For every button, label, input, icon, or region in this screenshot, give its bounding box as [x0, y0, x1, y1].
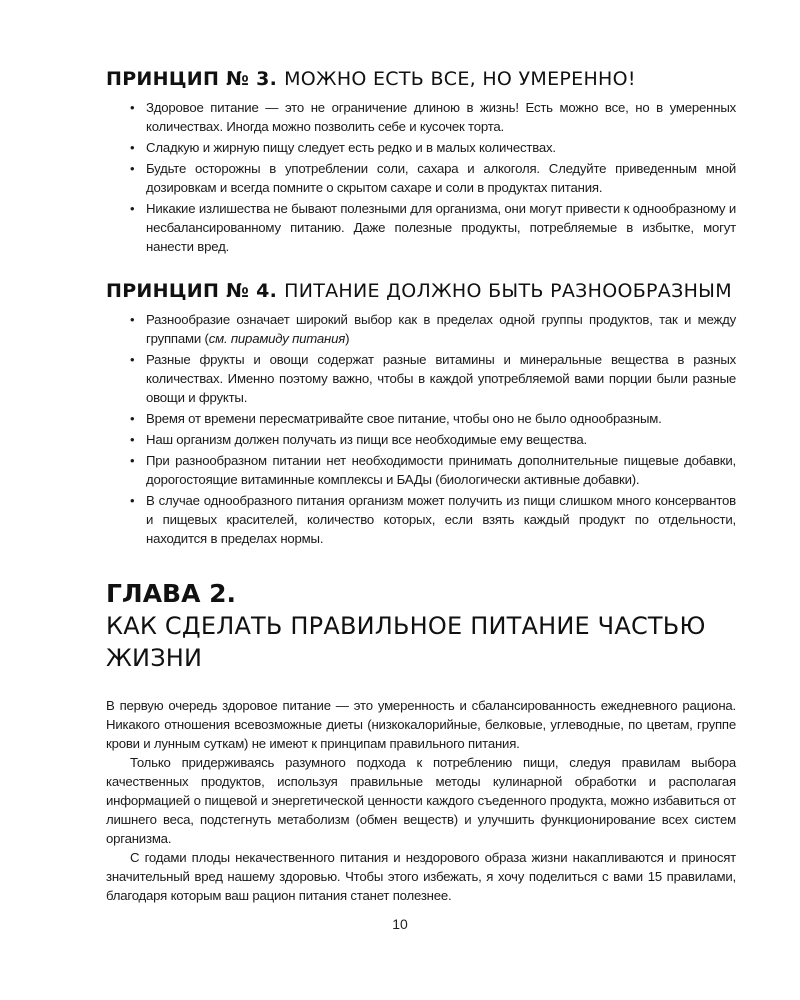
list-item	[106, 491, 736, 548]
chapter-paragraph: С годами плоды некачественного питания и нездорового образа жизни накапливаются и приносят значительный вред нашему здоровью. Чтобы этого избежать, я хочу поделиться с вами 15 правилами, благодаря которым ваш рацион питания станет полезнее.	[106, 850, 736, 903]
bullet-icon: •	[130, 161, 135, 176]
pyramid-reference: см. пирамиду питания	[208, 331, 346, 346]
chapter-paragraph: В первую очередь здоровое питание — это умеренность и сбалансированность ежедневного рациона. Никакого отношения всевозможные диеты (низкокалорийные, белковые, углеводные, по цветам, группе крови и лунным суткам) не имеют к принципам правильного питания.	[106, 698, 736, 751]
chapter-number: ГЛАВА 2.	[106, 579, 237, 608]
bullet-icon: •	[130, 352, 135, 367]
list-item	[106, 409, 736, 428]
page-content	[106, 66, 736, 905]
bullet-icon: •	[130, 453, 135, 468]
bullet-icon: •	[130, 432, 135, 447]
list-item-text: Время от времени пересматривайте свое питание, чтобы оно не было однообразным.	[146, 411, 662, 426]
list-item-text: Сладкую и жирную пищу следует есть редко и в малых количествах.	[146, 140, 556, 155]
principle-3-label: ПРИНЦИП № 3.	[106, 68, 278, 90]
list-item-text: В случае однообразного питания организм может получить из пищи слишком много консервантов и пищевых красителей, количество которых, если взять каждый продукт по отдельности, находится в пределах нормы.	[146, 493, 736, 546]
principle-4-title: ПИТАНИЕ ДОЛЖНО БЫТЬ РАЗНООБРАЗНЫМ	[284, 280, 732, 302]
principle-4-list	[106, 310, 736, 548]
principle-3-heading	[106, 66, 736, 92]
list-item	[106, 159, 736, 197]
list-item-text: Здоровое питание — это не ограничение длиною в жизнь! Есть можно все, но в умеренных количествах. Иногда можно позволить себе и кусочек торта.	[146, 100, 736, 134]
principle-4-heading	[106, 278, 736, 304]
list-item-text-end: )	[345, 331, 350, 346]
list-item	[106, 138, 736, 157]
list-item-text: Будьте осторожны в употреблении соли, сахара и алкоголя. Следуйте приведенным мной дозировкам и всегда помните о скрытом сахаре и соли в продуктах питания.	[146, 161, 736, 195]
bullet-icon: •	[130, 411, 135, 426]
list-item-text: Разные фрукты и овощи содержат разные витамины и минеральные вещества в разных количествах. Именно поэтому важно, чтобы в каждой употребляемой вами порции были разные овощи и фрукты.	[146, 352, 736, 405]
list-item	[106, 451, 736, 489]
list-item	[106, 350, 736, 407]
list-item	[106, 430, 736, 449]
bullet-icon: •	[130, 140, 135, 155]
page-number: 10	[392, 916, 408, 932]
principle-3-list	[106, 98, 736, 256]
list-item	[106, 199, 736, 256]
list-item	[106, 98, 736, 136]
list-item-text: Никакие излишества не бывают полезными для организма, они могут привести к однообразному и несбалансированному питанию. Даже полезные продукты, потребляемые в избытке, могут нанести вред.	[146, 201, 736, 254]
section-spacer	[106, 258, 736, 278]
bullet-icon: •	[130, 493, 135, 508]
list-item-text: При разнообразном питании нет необходимости принимать дополнительные пищевые добавки, дорогостоящие витаминные комплексы и БАДы (биологически активные добавки).	[146, 453, 736, 487]
list-item-text: Наш организм должен получать из пищи все необходимые ему вещества.	[146, 432, 587, 447]
bullet-icon: •	[130, 100, 135, 115]
bullet-icon: •	[130, 312, 135, 327]
chapter-title: КАК СДЕЛАТЬ ПРАВИЛЬНОЕ ПИТАНИЕ ЧАСТЬЮ ЖИЗНИ	[106, 612, 706, 672]
chapter-paragraph: Только придерживаясь разумного подхода к потреблению пищи, следуя правилам выбора качественных продуктов, используя правильные методы кулинарной обработки и располагая информацией о пищевой и энергетической ценности каждого съеденного продукта, можно избавиться от лишнего веса, подстегнуть метаболизм (обмен веществ) и улучшить функционирование всех систем организма.	[106, 755, 736, 846]
bullet-icon: •	[130, 201, 135, 216]
principle-4-label: ПРИНЦИП № 4.	[106, 280, 278, 302]
list-item-text: Разнообразие означает широкий выбор как в пределах одной группы продуктов, так и между группами (	[146, 312, 736, 346]
principle-3-title: МОЖНО ЕСТЬ ВСЕ, НО УМЕРЕННО!	[284, 68, 636, 90]
list-item	[106, 310, 736, 348]
